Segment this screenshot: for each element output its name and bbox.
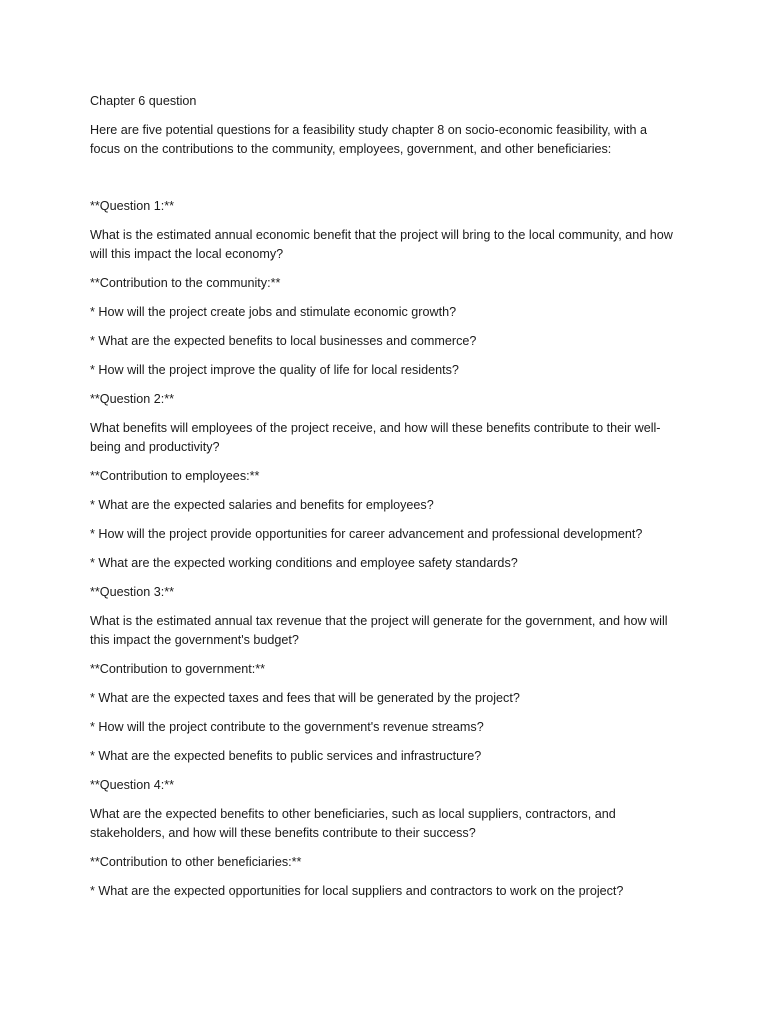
community-heading: **Contribution to the community:**: [90, 276, 281, 290]
employees-bullet-1: * What are the expected salaries and benefits for employees?: [90, 498, 434, 512]
employees-bullet-2: * How will the project provide opportunities for career advancement and professional development?: [90, 527, 643, 541]
question-1-heading: **Question 1:**: [90, 199, 175, 213]
government-heading: **Contribution to government:**: [90, 662, 266, 676]
document-title: Chapter 6 question: [90, 94, 197, 108]
question-4-heading: **Question 4:**: [90, 778, 175, 792]
government-bullet-3: * What are the expected benefits to public services and infrastructure?: [90, 749, 482, 763]
question-2-text: What benefits will employees of the project receive, and how will these benefits contribute to their well-being and productivity?: [90, 421, 661, 454]
community-bullet-3: * How will the project improve the quality of life for local residents?: [90, 363, 459, 377]
community-bullet-2: * What are the expected benefits to local businesses and commerce?: [90, 334, 477, 348]
other-beneficiaries-bullet-1: * What are the expected opportunities for local suppliers and contractors to work on the project?: [90, 884, 624, 898]
employees-bullet-3: * What are the expected working conditions and employee safety standards?: [90, 556, 518, 570]
employees-heading: **Contribution to employees:**: [90, 469, 260, 483]
question-3-text: What is the estimated annual tax revenue that the project will generate for the government, and how will this impact the government's budget?: [90, 614, 668, 647]
government-bullet-2: * How will the project contribute to the government's revenue streams?: [90, 720, 484, 734]
question-1-text: What is the estimated annual economic benefit that the project will bring to the local community, and how will this impact the local economy?: [90, 228, 673, 261]
question-3-heading: **Question 3:**: [90, 585, 175, 599]
question-4-text: What are the expected benefits to other beneficiaries, such as local suppliers, contractors, and stakeholders, and how will these benefits contribute to their success?: [90, 807, 616, 840]
community-bullet-1: * How will the project create jobs and stimulate economic growth?: [90, 305, 457, 319]
document-body: [90, 92, 680, 911]
document-intro: Here are five potential questions for a feasibility study chapter 8 on socio-economic feasibility, with a focus on the contributions to the community, employees, government, and other beneficiaries:: [90, 123, 647, 156]
question-2-heading: **Question 2:**: [90, 392, 175, 406]
other-beneficiaries-heading: **Contribution to other beneficiaries:**: [90, 855, 302, 869]
government-bullet-1: * What are the expected taxes and fees that will be generated by the project?: [90, 691, 520, 705]
